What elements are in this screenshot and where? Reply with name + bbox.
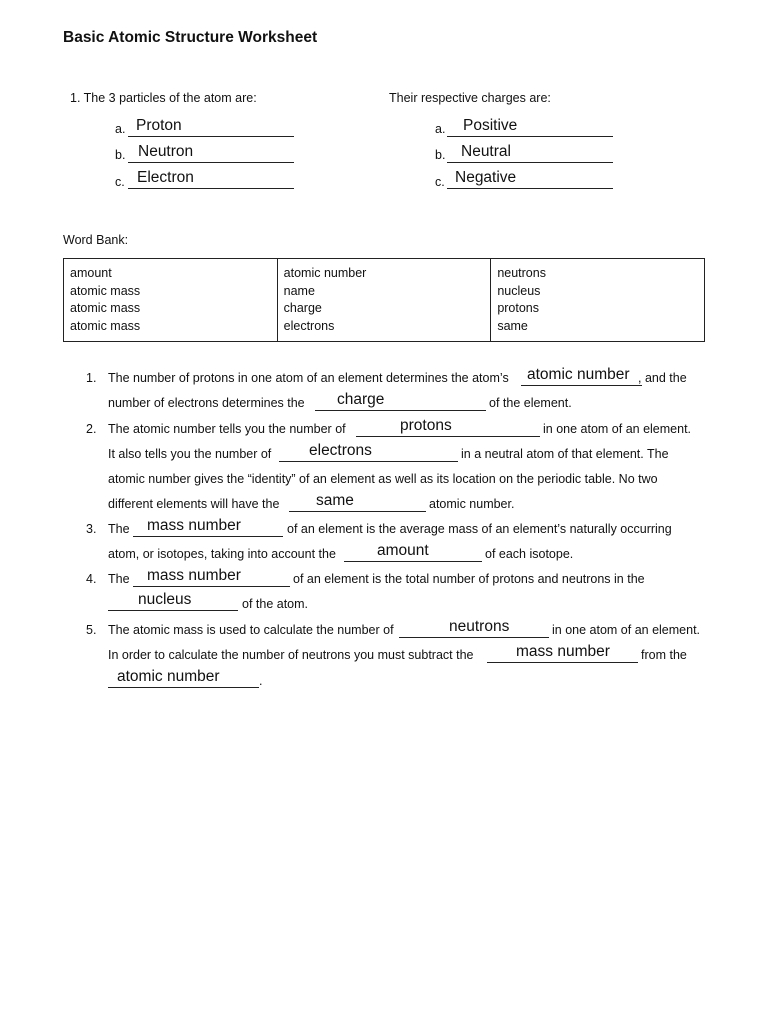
word-bank-table (63, 258, 705, 342)
question-5-text-a: The atomic mass is used to calculate the number of (108, 623, 394, 637)
question-5-answer-2: mass number (516, 643, 610, 660)
charge-answer-c: Negative (455, 169, 517, 186)
question-1-text-c: number of electrons determines the (108, 396, 305, 410)
particle-letter-c: c. (115, 175, 125, 189)
question-2-text-a: The atomic number tells you the number of (108, 422, 346, 436)
question-5-number: 5. (86, 623, 97, 637)
question-4-text-c: of the atom. (242, 597, 309, 611)
charge-letter-c: c. (435, 175, 445, 189)
particle-answer-b: Neutron (138, 143, 194, 160)
word-bank-term: name (283, 283, 315, 298)
particle-letter-b: b. (115, 148, 126, 162)
word-bank-term: atomic mass (70, 283, 141, 298)
word-bank-column (491, 259, 705, 342)
question-4-answer-1: mass number (147, 567, 241, 584)
question-2-blank-3[interactable] (289, 493, 426, 512)
question-2-blank-1[interactable] (356, 418, 540, 437)
question-2-answer-1: protons (400, 417, 452, 434)
question-4-blank-2[interactable] (108, 592, 238, 611)
particle-blank-b[interactable] (128, 144, 294, 163)
question-2-answer-3: same (316, 492, 354, 509)
particle-blank-a[interactable] (128, 118, 294, 137)
question-2-answer-2: electrons (309, 442, 372, 459)
charge-letter-a: a. (435, 122, 446, 136)
word-bank-column (277, 259, 491, 342)
question-5-text-e: . (259, 674, 263, 688)
word-bank-term: atomic mass (70, 301, 141, 315)
word-bank-term: charge (283, 301, 322, 315)
word-bank-term: atomic number (283, 266, 367, 280)
charge-blank-c[interactable] (447, 170, 613, 189)
charge-answer-b: Neutral (461, 143, 511, 160)
charge-answer-a: Positive (463, 117, 518, 134)
question-2-number: 2. (86, 422, 97, 436)
question-3-answer-2: amount (377, 542, 429, 559)
word-bank-term: neutrons (497, 266, 546, 280)
question-1-blank-1[interactable] (521, 367, 642, 386)
particle-answer-c: Electron (137, 169, 194, 186)
question-1-number: 1. (86, 371, 97, 385)
word-bank-term: amount (70, 266, 112, 280)
question-3-answer-1: mass number (147, 517, 241, 534)
question-2-text-b: in one atom of an element. (543, 422, 692, 436)
word-bank-term: electrons (283, 318, 335, 333)
question-2-text-d: in a neutral atom of that element. The (461, 447, 669, 461)
question-3-text-c: atom, or isotopes, taking into account the (108, 547, 336, 561)
question-5-answer-3: atomic number (117, 668, 220, 685)
question-1-text-b: , and the (638, 371, 687, 385)
word-bank-term: nucleus (497, 283, 541, 298)
question-3-blank-1[interactable] (133, 518, 283, 537)
question-3-text-d: of each isotope. (485, 547, 574, 561)
particle-blank-c[interactable] (128, 170, 294, 189)
word-bank-label: Word Bank: (63, 233, 129, 247)
question-4-answer-2: nucleus (138, 591, 192, 608)
question-5-text-c: In order to calculate the number of neutrons you must subtract the (108, 648, 474, 662)
question-2-text-e: atomic number gives the “identity” of an element as well as its location on the periodic table. No two (108, 472, 658, 486)
question-3-text-a: The (108, 522, 130, 536)
particle-letter-a: a. (115, 122, 126, 136)
particle-answer-a: Proton (136, 117, 182, 134)
question-5-blank-1[interactable] (399, 619, 549, 638)
question-3-blank-2[interactable] (344, 543, 482, 562)
question-5-blank-3[interactable] (108, 669, 259, 688)
word-bank-column (64, 259, 278, 342)
word-bank-term: atomic mass (70, 318, 141, 333)
question-4-text-a: The (108, 572, 130, 586)
page-title: Basic Atomic Structure Worksheet (63, 29, 318, 46)
question-4-number: 4. (86, 572, 97, 586)
charges-prompt: Their respective charges are: (389, 91, 551, 105)
question-5-text-d: from the (641, 648, 687, 662)
word-bank-term: protons (497, 301, 540, 315)
question-5-answer-1: neutrons (449, 618, 510, 635)
question-2-text-g: atomic number. (429, 497, 515, 511)
charge-blank-b[interactable] (447, 144, 613, 163)
question-5-text-b: in one atom of an element. (552, 623, 701, 637)
word-bank-term: same (497, 318, 528, 333)
question-2-text-c: It also tells you the number of (108, 447, 272, 461)
question-3-number: 3. (86, 522, 97, 536)
question-4-text-b: of an element is the total number of protons and neutrons in the (293, 572, 645, 586)
question-3-text-b: of an element is the average mass of an element’s naturally occurring (287, 522, 672, 536)
question-5-blank-2[interactable] (487, 644, 638, 663)
question-1-answer-1: atomic number (527, 366, 630, 383)
question-2-blank-2[interactable] (279, 443, 458, 462)
question-2-text-f: different elements will have the (108, 497, 280, 511)
question-1-text-a: The number of protons in one atom of an element determines the atom’s (108, 371, 509, 385)
particles-prompt: 1. The 3 particles of the atom are: (70, 91, 257, 105)
question-1-text-d: of the element. (489, 396, 572, 410)
question-1-answer-2: charge (337, 391, 385, 408)
question-1-blank-2[interactable] (315, 392, 486, 411)
charge-letter-b: b. (435, 148, 446, 162)
question-4-blank-1[interactable] (133, 568, 290, 587)
charge-blank-a[interactable] (447, 118, 613, 137)
